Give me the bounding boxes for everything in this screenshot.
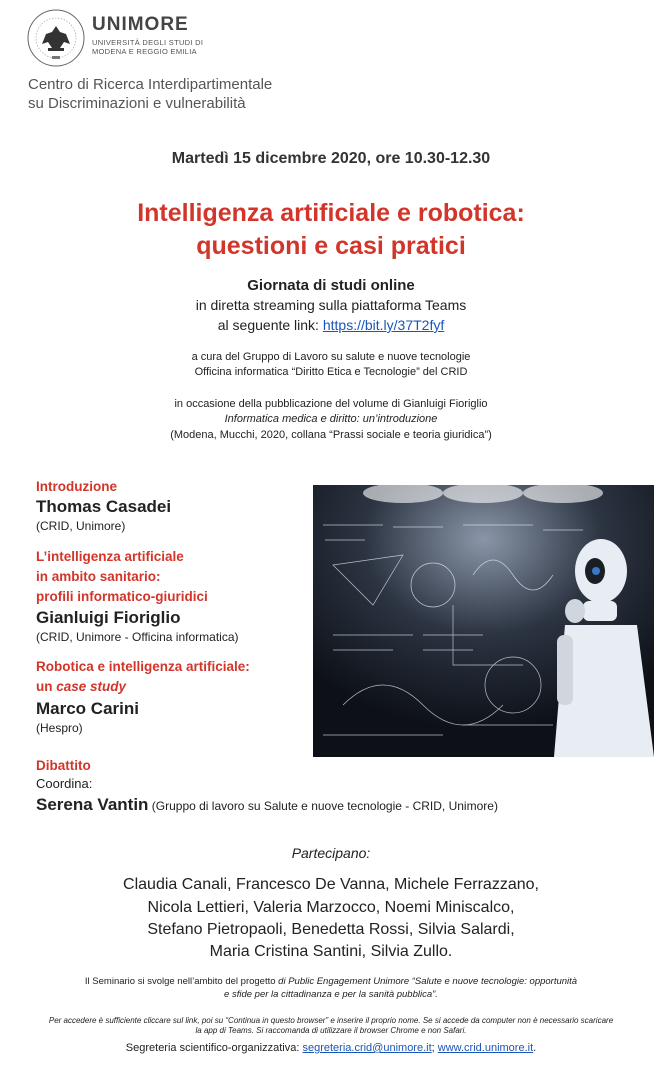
seminar-prefix: Il Seminario si svolge nell’ambito del progetto — [84, 976, 279, 987]
speaker-name: Marco Carini — [36, 699, 139, 718]
organizer-line: Officina informatica “Diritto Etica e Tecnologie” del CRID — [194, 366, 468, 378]
access-instructions: Per accedere è sufficiente cliccare sul link, poi su “Continua in questo browser” e inserire il proprio nome. Se si accede da computer non è necessario scaricare — [48, 1016, 614, 1025]
occasion-line: in occasione della pubblicazione del volume di Gianluigi Fioriglio — [174, 398, 488, 410]
participants-heading: Partecipano: — [291, 845, 371, 861]
secretariat-label: Segreteria scientifico-organizzativa: — [125, 1042, 303, 1054]
email-link[interactable]: segreteria.crid@unimore.it — [302, 1042, 432, 1054]
separator: ; — [431, 1042, 438, 1054]
participants-line: Nicola Lettieri, Valeria Marzocco, Noemi Miniscalco, — [147, 899, 515, 916]
talk-title: Robotica e intelligenza artificiale: — [36, 659, 250, 674]
book-title: Informatica medica e diritto: un’introduzione — [224, 413, 438, 425]
robot-blackboard-image — [313, 485, 654, 757]
end-period: . — [533, 1042, 537, 1054]
event-title: Intelligenza artificiale e robotica: — [137, 199, 525, 227]
logo-wordmark: UNIMORE — [92, 14, 189, 35]
talk-title: in ambito sanitario: — [36, 569, 161, 584]
talk-title — [36, 679, 126, 694]
participants-line: Maria Cristina Santini, Silvia Zullo. — [209, 943, 453, 960]
secretariat-line — [0, 1042, 662, 1054]
link-line — [0, 317, 662, 333]
speaker-name: Thomas Casadei — [36, 497, 172, 516]
speaker-affiliation: (CRID, Unimore) — [36, 519, 126, 533]
seminar-info — [0, 976, 662, 987]
speaker-affiliation: (CRID, Unimore - Officina informatica) — [36, 630, 239, 644]
book-publisher: (Modena, Mucchi, 2020, collana “Prassi sociale e teoria giuridica”) — [170, 429, 492, 441]
coordinator-line — [36, 795, 636, 815]
centro-name: su Discriminazioni e vulnerabilità — [28, 95, 246, 112]
streaming-info: in diretta streaming sulla piattaforma Teams — [195, 297, 467, 313]
talk-title: profili informatico-giuridici — [36, 589, 208, 604]
website-link[interactable]: www.crid.unimore.it — [437, 1042, 534, 1054]
debate-heading: Dibattito — [36, 758, 91, 773]
participants-line: Claudia Canali, Francesco De Vanna, Michele Ferrazzano, — [123, 876, 539, 893]
participants-line: Stefano Pietropaoli, Benedetta Rossi, Silvia Salardi, — [147, 921, 515, 938]
logo-subtitle: MODENA E REGGIO EMILIA — [92, 47, 197, 56]
talk-title-prefix: un — [36, 679, 57, 694]
speaker-affiliation: (Hespro) — [36, 721, 83, 735]
coordinator-affiliation: (Gruppo di lavoro su Salute e nuove tecnologie - CRID, Unimore) — [148, 799, 498, 813]
talk-title-italic: case study — [56, 679, 127, 694]
organizer-line: a cura del Gruppo di Lavoro su salute e nuove tecnologie — [191, 351, 471, 363]
access-instructions: la app di Teams. Si raccomanda di utilizzare il browser Chrome e non Safari. — [195, 1026, 467, 1035]
event-title: questioni e casi pratici — [196, 232, 466, 260]
seminar-info: e sfide per la cittadinanza e per la sanità pubblica”. — [224, 989, 438, 1000]
event-subtitle: Giornata di studi online — [247, 277, 415, 294]
link-prefix: al seguente link: — [217, 317, 323, 333]
coordinator-name: Serena Vantin — [36, 795, 149, 814]
speaker-name: Gianluigi Fioriglio — [36, 608, 181, 627]
seminar-project: di Public Engagement Unimore “Salute e nuove tecnologie: opportunità — [278, 976, 578, 987]
coordinator-label: Coordina: — [36, 776, 93, 791]
centro-name: Centro di Ricerca Interdipartimentale — [28, 76, 273, 93]
event-link[interactable]: https://bit.ly/37T2fyf — [322, 317, 445, 333]
logo-subtitle: UNIVERSITÀ DEGLI STUDI DI — [92, 38, 204, 47]
talk-title: L’intelligenza artificiale — [36, 549, 184, 564]
university-seal-logo — [26, 8, 86, 68]
event-date: Martedì 15 dicembre 2020, ore 10.30-12.30 — [171, 150, 491, 167]
intro-heading: Introduzione — [36, 479, 117, 494]
